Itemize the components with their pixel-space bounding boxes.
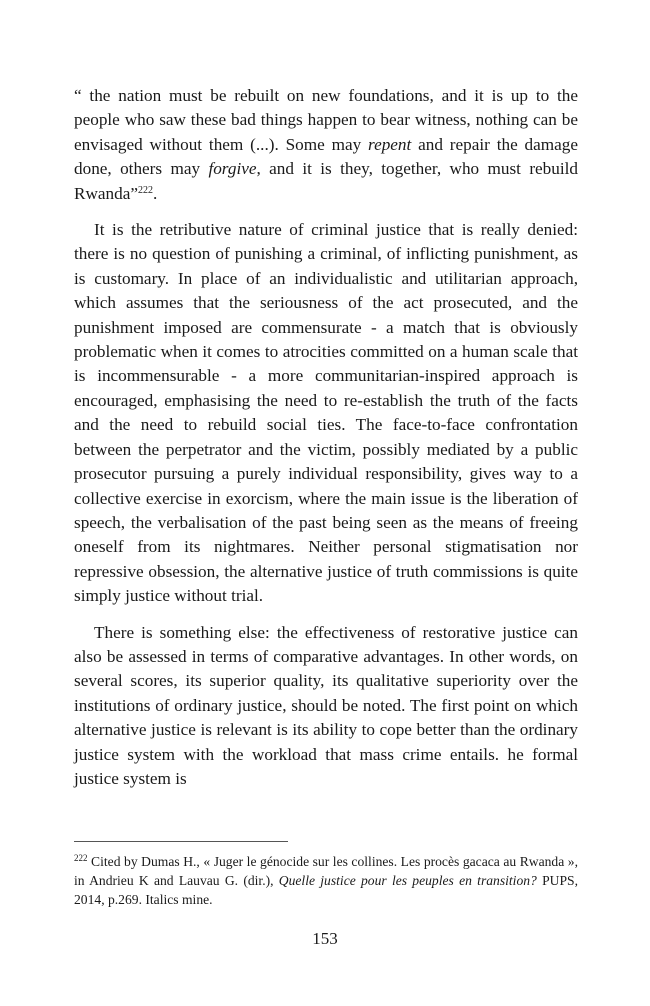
italic-repent: repent — [368, 134, 412, 154]
footnote-italic-title: Quelle justice pour les peuples en transition? — [278, 873, 537, 888]
footnote-text-2: PUPS, 2014, p.269. Italics mine. — [74, 873, 578, 907]
footnote-reference[interactable]: 222 — [137, 184, 153, 196]
quote-paragraph — [74, 84, 578, 206]
page-number: 153 — [312, 929, 338, 948]
quote-text-4: . — [152, 183, 158, 203]
footnote — [74, 852, 578, 909]
footnote-text-1: Cited by Dumas H., « Juger le génocide sur les collines. Les procès gacaca au Rwanda », in Andrieu K and Lauvau G. (dir.), — [74, 854, 578, 888]
quote-text-3: , and it is they, together, who must rebuild Rwanda” — [74, 159, 579, 203]
body-paragraph-3: There is something else: the effectiveness of restorative justice can also be assessed in terms of comparative advantages. In other words, on several scores, its superior quality, its qualitative superiority over the institutions of ordinary justice, should be noted. The first point on which alternative justice is relevant is its ability to cope better than the ordinary justice system with the workload that mass crime entails. he formal justice system is — [74, 622, 578, 788]
footnote-number: 222 — [74, 853, 88, 863]
body-paragraph-2: It is the retributive nature of criminal justice that is really denied: there is no question of punishing a criminal, of inflicting punishment, as is customary. In place of an individualistic and utilitarian approach, which assumes that the seriousness of the act prosecuted, and the punishment imposed are commensurate - a match that is obviously problematic when it comes to atrocities committed on a human scale that is incommensurable - a more communitarian-inspired approach is encouraged, emphasising the need to re-establish the truth of the facts and the need to rebuild social ties. The face-to-face confrontation between the perpetrator and the victim, possibly mediated by a public prosecutor pursuing a purely individual responsibility, gives way to a collective exercise in exorcism, where the main issue is the liberation of speech, the verbalisation of the past being seen as the means of freeing oneself from its nightmares. Neither personal stigmatisation nor repressive obsession, the alternative justice of truth commissions is quite simply justice without trial. — [74, 220, 578, 606]
quote-text-1: “ the nation must be rebuilt on new foundations, and it is up to the people who saw these bad things happen to bear witness, nothing can be envisaged without them (...). Some may — [74, 86, 578, 154]
page-body — [74, 84, 578, 791]
quote-text-2: and repair the damage done, others may — [74, 134, 578, 179]
italic-forgive: forgive — [208, 159, 257, 179]
footnote-divider — [74, 841, 288, 842]
